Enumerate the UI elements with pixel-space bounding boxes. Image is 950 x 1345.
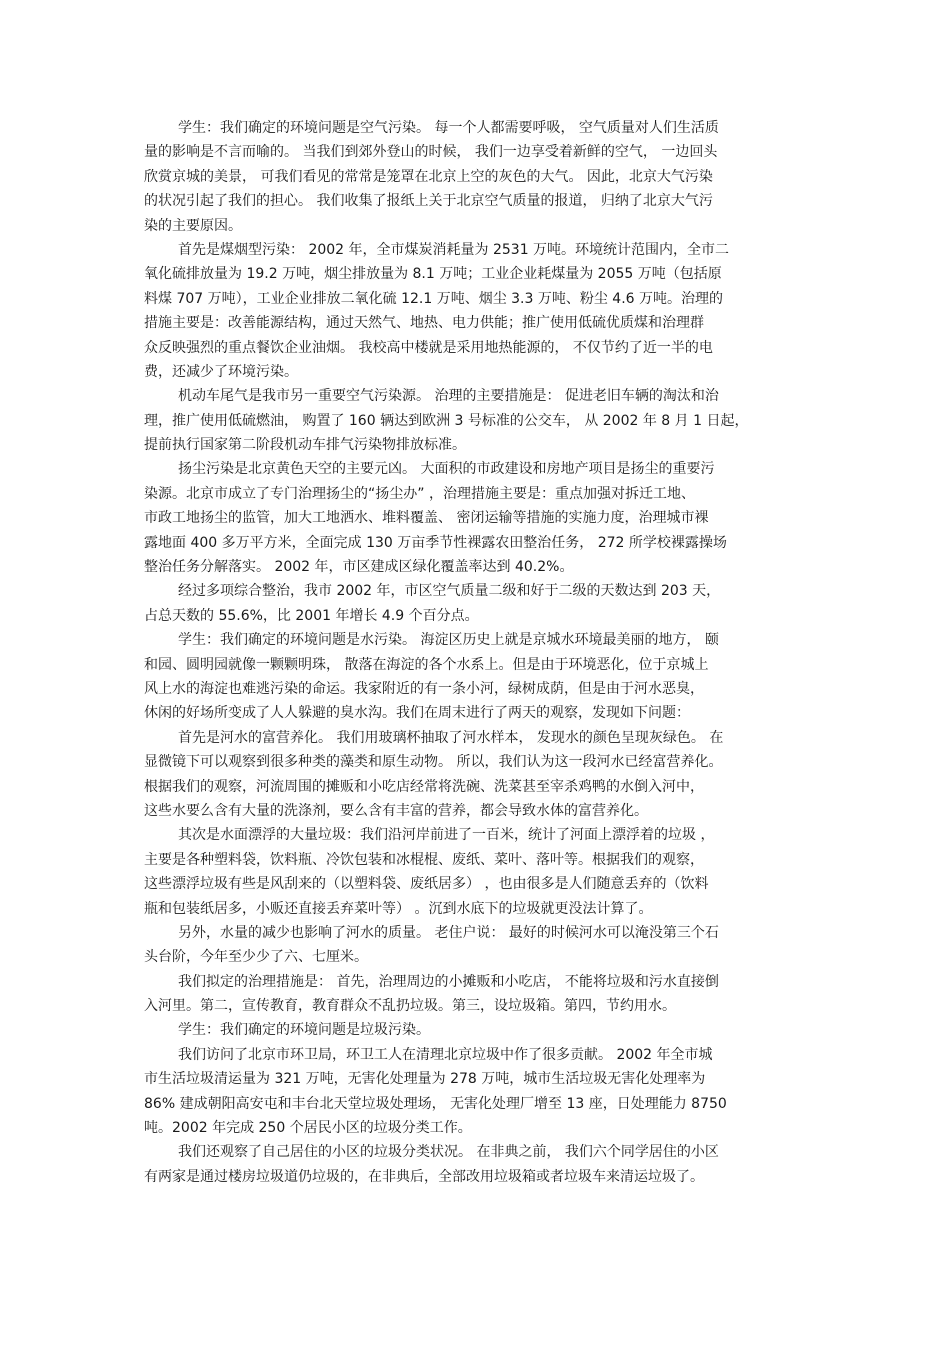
text-line: 量的影响是不言而喻的。 当我们到郊外登山的时候， 我们一边享受着新鲜的空气， 一边回头: [144, 144, 718, 161]
text-line: 这些漂浮垃圾有些是风刮来的（以塑料袋、废纸居多） ，也由很多是人们随意丢弃的（饮料: [144, 876, 709, 893]
text-line: 首先是煤烟型污染： 2002 年，全市煤炭消耗量为 2531 万吨。环境统计范围内，全市二: [178, 241, 730, 258]
text-line: 瓶和包装纸居多，小贩还直接丢弃菜叶等） 。沉到水底下的垃圾就更没法计算了。: [144, 900, 653, 917]
text-line: 86% 建成朝阳高安屯和丰台北天堂垃圾处理场， 无害化处理厂增至 13 座，日处理能力 8750: [144, 1095, 727, 1112]
text-line: 整治任务分解落实。 2002 年，市区建成区绿化覆盖率达到 40.2%。: [144, 559, 574, 576]
text-line: 扬尘污染是北京黄色天空的主要元凶。 大面积的市政建设和房地产项目是扬尘的重要污: [178, 461, 715, 478]
text-line: 吨。2002 年完成 250 个居民小区的垃圾分类工作。: [144, 1120, 472, 1137]
text-line: 和园、圆明园就像一颗颗明珠， 散落在海淀的各个水系上。但是由于环境恶化，位于京城上: [144, 656, 709, 673]
text-line: 有两家是通过楼房垃圾道仍垃圾的，在非典后，全部改用垃圾箱或者垃圾车来清运垃圾了。: [144, 1168, 704, 1185]
text-line: 机动车尾气是我市另一重要空气污染源。 治理的主要措施是： 促进老旧车辆的淘汰和治: [178, 388, 719, 405]
text-line: 众反映强烈的重点餐饮企业油烟。 我校高中楼就是采用地热能源的， 不仅节约了近一半的电: [144, 339, 713, 356]
text-line: 学生：我们确定的环境问题是水污染。 海淀区历史上就是京城水环境最美丽的地方， 颐: [178, 632, 719, 649]
text-line: 市生活垃圾清运量为 321 万吨，无害化处理量为 278 万吨，城市生活垃圾无害化处理率为: [144, 1071, 706, 1088]
text-line: 措施主要是：改善能源结构，通过天然气、地热、电力供能；推广使用低硫优质煤和治理群: [144, 315, 704, 332]
body-text: [144, 116, 809, 1189]
text-line: 显微镜下可以观察到很多种类的藻类和原生动物。 所以，我们认为这一段河水已经富营养化。: [144, 754, 723, 771]
text-line: 提前执行国家第二阶段机动车排气污染物排放标准。: [144, 437, 466, 454]
text-line: 学生：我们确定的环境问题是垃圾污染。: [178, 1022, 430, 1039]
text-line: 学生：我们确定的环境问题是空气污染。 每一个人都需要呼吸， 空气质量对人们生活质: [178, 120, 719, 136]
text-line: 休闲的好场所变成了人人躲避的臭水沟。我们在周末进行了两天的观察，发现如下问题：: [144, 705, 690, 722]
text-line: 染的主要原因。: [144, 217, 242, 234]
text-line: 其次是水面漂浮的大量垃圾：我们沿河岸前进了一百米，统计了河面上漂浮着的垃圾 ，: [178, 827, 715, 844]
text-line: 费，还减少了环境污染。: [144, 363, 298, 380]
text-line: 欣赏京城的美景， 可我们看见的常常是笼罩在北京上空的灰色的大气。 因此，北京大气污染: [144, 168, 713, 185]
text-line: 理，推广使用低硫燃油， 购置了 160 辆达到欧洲 3 号标准的公交车， 从 2002 年 8 月 1 日起，: [144, 412, 749, 429]
text-line: 入河里。第二，宣传教育，教育群众不乱扔垃圾。第三，设垃圾箱。第四，节约用水。: [144, 998, 676, 1015]
text-line: 经过多项综合整治，我市 2002 年，市区空气质量二级和好于二级的天数达到 203 天，: [178, 583, 721, 600]
text-line: 占总天数的 55.6%，比 2001 年增长 4.9 个百分点。: [144, 607, 479, 624]
text-line: 主要是各种塑料袋，饮料瓶、冷饮包装和冰棍棍、废纸、菜叶、落叶等。根据我们的观察，: [144, 851, 704, 868]
text-line: 头台阶，今年至少少了六、七厘米。: [144, 949, 368, 966]
text-line: 风上水的海淀也难逃污染的命运。我家附近的有一条小河，绿树成荫，但是由于河水恶臭，: [144, 680, 704, 697]
text-line: 我们还观察了自己居住的小区的垃圾分类状况。 在非典之前， 我们六个同学居住的小区: [178, 1144, 719, 1161]
text-line: 露地面 400 多万平方米，全面完成 130 万亩季节性裸露农田整治任务， 272 所学校裸露操场: [144, 534, 727, 551]
text-line: 料煤 707 万吨），工业企业排放二氧化硫 12.1 万吨、烟尘 3.3 万吨、粉尘 4.6 万吨。治理的: [144, 290, 724, 307]
text-line: 市政工地扬尘的监管，加大工地洒水、堆料覆盖、 密闭运输等措施的实施力度，治理城市裸: [144, 510, 709, 527]
text-line: 的状况引起了我们的担心。 我们收集了报纸上关于北京空气质量的报道， 归纳了北京大气污: [144, 193, 713, 210]
text-line: 我们访问了北京市环卫局，环卫工人在清理北京垃圾中作了很多贡献。 2002 年全市城: [178, 1046, 713, 1063]
text-line: 我们拟定的治理措施是： 首先，治理周边的小摊贩和小吃店， 不能将垃圾和污水直接倒: [178, 973, 719, 990]
text-line: 这些水要么含有大量的洗涤剂，要么含有丰富的营养，都会导致水体的富营养化。: [144, 802, 648, 819]
text-line: 染源。北京市成立了专门治理扬尘的“扬尘办” ，治理措施主要是：重点加强对拆迁工地、: [144, 485, 695, 502]
text-line: 根据我们的观察，河流周围的摊贩和小吃店经常将洗碗、洗菜甚至宰杀鸡鸭的水倒入河中，: [144, 778, 704, 795]
text-line: 氧化硫排放量为 19.2 万吨，烟尘排放量为 8.1 万吨；工业企业耗煤量为 2055 万吨（包括原: [144, 266, 722, 283]
text-line: 首先是河水的富营养化。 我们用玻璃杯抽取了河水样本， 发现水的颜色呈现灰绿色。 在: [178, 729, 724, 746]
text-line: 另外，水量的减少也影响了河水的质量。 老住户说： 最好的时候河水可以淹没第三个石: [178, 924, 719, 941]
